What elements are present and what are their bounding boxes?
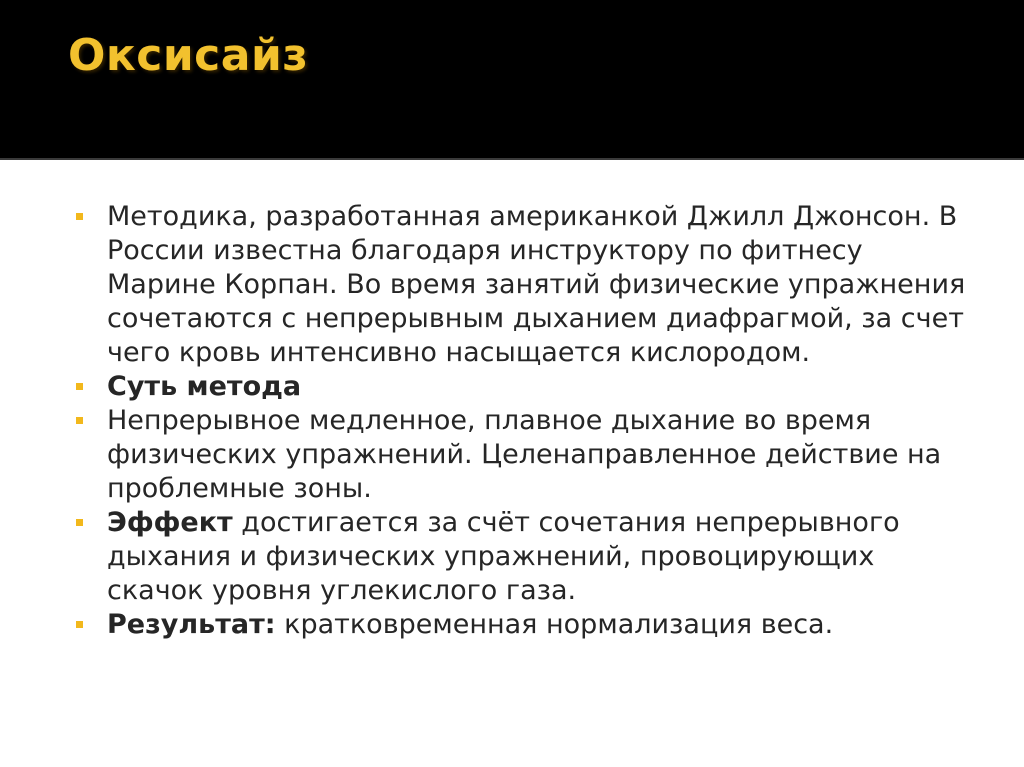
square-bullet-icon — [76, 417, 83, 424]
bullet-bold-text: Результат: — [107, 609, 276, 640]
title-divider — [0, 158, 1024, 160]
square-bullet-icon — [76, 213, 83, 220]
bullet-item-intro — [76, 200, 976, 370]
square-bullet-icon — [76, 383, 83, 390]
bullet-item-essence — [76, 370, 976, 404]
bullet-bold-text: Суть метода — [107, 371, 302, 402]
bullet-text: кратковременная нормализация веса. — [275, 609, 834, 640]
bullet-item-result — [76, 608, 976, 642]
title-bar — [0, 0, 1024, 158]
square-bullet-icon — [76, 519, 83, 526]
bullet-text: Методика, разработанная американкой Джилл Джонсон. В России известна благодаря инструктору по фитнесу Марине Корпан. Во время занятий физические упражнения сочетаются с непрерывным дыханием диафрагмой, за счет чего кровь интенсивно насыщается кислородом. — [107, 201, 966, 368]
slide-content — [76, 200, 976, 642]
bullet-list — [76, 200, 976, 642]
bullet-item-effect — [76, 506, 976, 608]
bullet-bold-text: Эффект — [107, 507, 233, 538]
bullet-text: достигается за счёт сочетания непрерывного дыхания и физических упражнений, провоцирующих скачок уровня углекислого газа. — [107, 507, 900, 606]
bullet-item-breathing — [76, 404, 976, 506]
bullet-text: Непрерывное медленное, плавное дыхание во время физических упражнений. Целенаправленное действие на проблемные зоны. — [107, 405, 942, 504]
slide-title: Оксисайз — [68, 30, 309, 81]
square-bullet-icon — [76, 621, 83, 628]
